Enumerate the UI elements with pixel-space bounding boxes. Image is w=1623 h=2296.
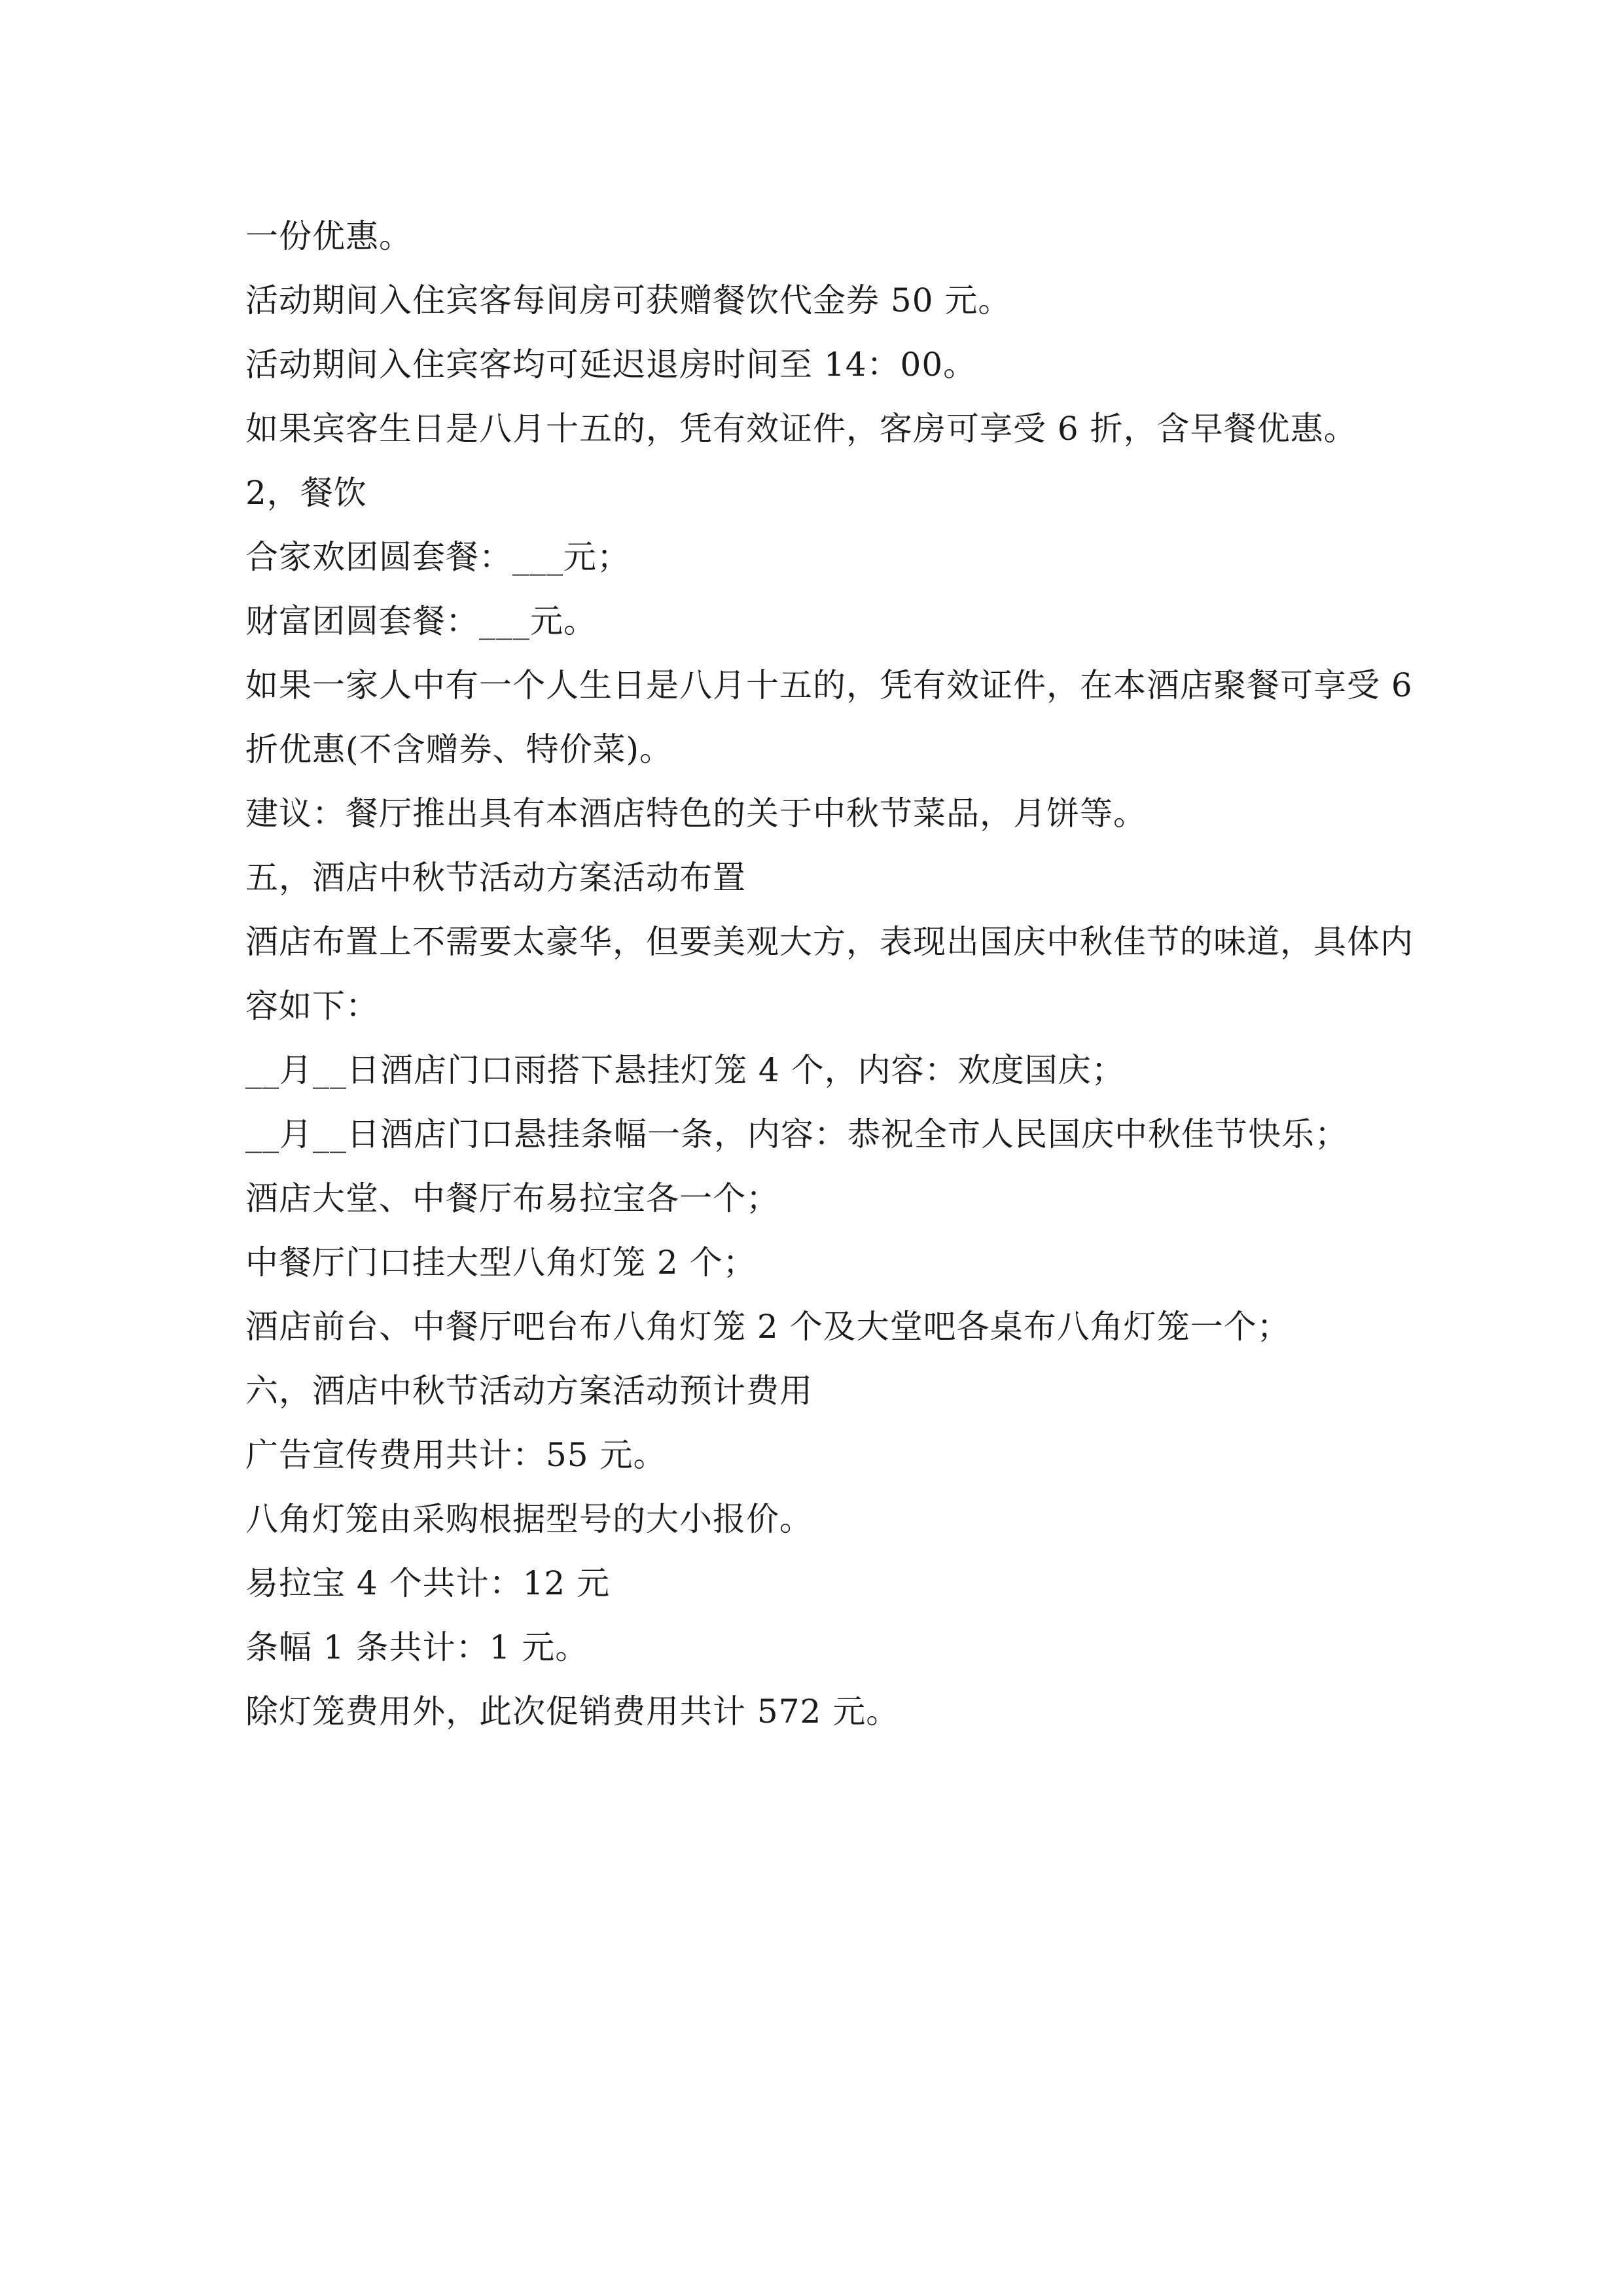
text-line: 八角灯笼由采购根据型号的大小报价。 <box>245 1500 813 1538</box>
text-line: 中餐厅门口挂大型八角灯笼 2 个； <box>245 1244 757 1282</box>
section-heading: 2，餐饮 <box>245 474 367 512</box>
text-line: __月__日酒店门口雨搭下悬挂灯笼 4 个，内容：欢度国庆； <box>245 1051 1125 1089</box>
text-line: 活动期间入住宾客均可延迟退房时间至 14：00。 <box>245 346 977 384</box>
text-line: 易拉宝 4 个共计：12 元 <box>245 1564 611 1602</box>
section-heading: 六，酒店中秋节活动方案活动预计费用 <box>245 1372 813 1410</box>
text-line: 建议：餐厅推出具有本酒店特色的关于中秋节菜品，月饼等。 <box>245 795 1147 833</box>
text-line: 容如下： <box>245 987 379 1025</box>
text-line: __月__日酒店门口悬挂条幅一条，内容：恭祝全市人民国庆中秋佳节快乐； <box>245 1115 1348 1153</box>
text-line: 一份优惠。 <box>245 217 412 255</box>
text-line: 条幅 1 条共计：1 元。 <box>245 1628 589 1666</box>
text-line: 如果宾客生日是八月十五的，凭有效证件，客房可享受 6 折，含早餐优惠。 <box>245 410 1357 448</box>
text-line: 除灯笼费用外，此次促销费用共计 572 元。 <box>245 1693 900 1731</box>
text-line: 如果一家人中有一个人生日是八月十五的，凭有效证件，在本酒店聚餐可享受 6 <box>245 666 1413 704</box>
text-line: 活动期间入住宾客每间房可获赠餐饮代金券 50 元。 <box>245 281 1012 319</box>
document-body <box>245 204 1414 1744</box>
text-line: 财富团圆套餐：___元。 <box>245 602 597 640</box>
text-line: 广告宣传费用共计：55 元。 <box>245 1436 667 1474</box>
text-line: 酒店大堂、中餐厅布易拉宝各一个； <box>245 1179 779 1217</box>
text-line: 折优惠(不含赠券、特价菜)。 <box>245 730 673 768</box>
text-line: 酒店前台、中餐厅吧台布八角灯笼 2 个及大堂吧各桌布八角灯笼一个； <box>245 1308 1291 1346</box>
text-line: 合家欢团圆套餐：___元； <box>245 538 630 576</box>
section-heading: 五，酒店中秋节活动方案活动布置 <box>245 859 746 897</box>
text-line: 酒店布置上不需要太豪华，但要美观大方，表现出国庆中秋佳节的味道，具体内 <box>245 923 1414 961</box>
